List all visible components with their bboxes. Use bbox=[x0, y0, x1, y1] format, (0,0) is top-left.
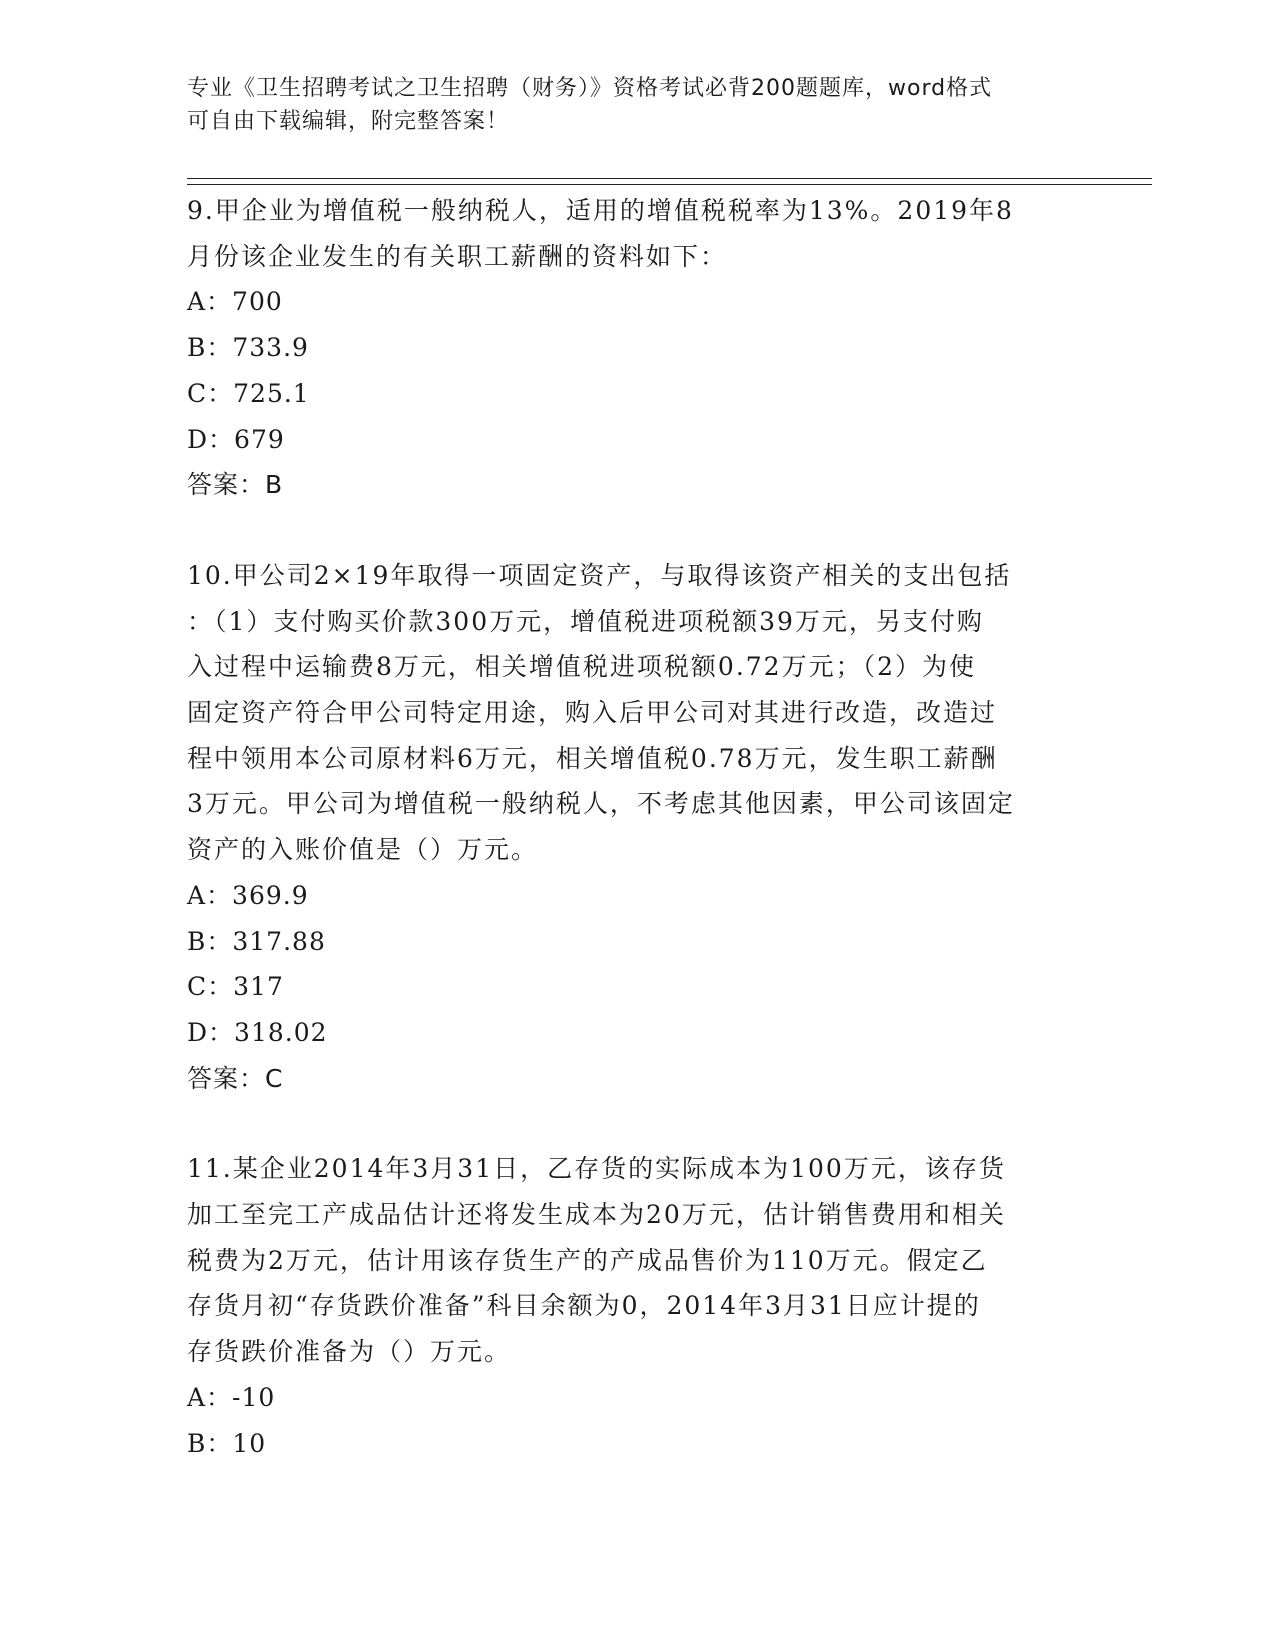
question-stem-line: 税费为2万元，估计用该存货生产的产成品售价为110万元。假定乙 bbox=[187, 1245, 988, 1275]
question-stem-line: 存货跌价准备为（）万元。 bbox=[187, 1337, 512, 1367]
option-b: B：317.88 bbox=[187, 926, 326, 956]
question-stem-line: 固定资产符合甲公司特定用途，购入后甲公司对其进行改造，改造过 bbox=[187, 698, 998, 728]
question-stem-line: 入过程中运输费8万元，相关增值税进项税额0.72万元；（2）为使 bbox=[187, 652, 976, 682]
question-list bbox=[187, 188, 1087, 1466]
question-stem-line: 9.甲企业为增值税一般纳税人，适用的增值税税率为13%。2019年8 bbox=[187, 196, 1014, 225]
header-title-line-2: 可自由下载编辑，附完整答案！ bbox=[187, 109, 510, 134]
option-a: A：-10 bbox=[187, 1382, 276, 1412]
question-stem-line: 加工至完工产成品估计还将发生成本为20万元，估计销售费用和相关 bbox=[187, 1200, 1006, 1230]
question-spacer bbox=[187, 1101, 1087, 1146]
question-stem-line: 11.某企业2014年3月31日，乙存货的实际成本为100万元，该存货 bbox=[187, 1154, 1006, 1184]
question-10 bbox=[187, 553, 1087, 1101]
option-c: C：725.1 bbox=[187, 378, 310, 408]
option-d: D：679 bbox=[187, 424, 285, 454]
answer-label: 答案：B bbox=[187, 470, 284, 500]
question-stem-line: 月份该企业发生的有关职工薪酬的资料如下： bbox=[187, 241, 728, 271]
question-stem-line: 3万元。甲公司为增值税一般纳税人，不考虑其他因素，甲公司该固定 bbox=[187, 789, 1015, 819]
question-stem-line: 程中领用本公司原材料6万元，相关增值税0.78万元，发生职工薪酬 bbox=[187, 743, 998, 773]
header-divider bbox=[187, 178, 1152, 185]
option-c: C：317 bbox=[187, 972, 284, 1002]
option-a: A：369.9 bbox=[187, 880, 309, 910]
option-d: D：318.02 bbox=[187, 1017, 328, 1047]
question-spacer bbox=[187, 508, 1087, 553]
option-b: B：733.9 bbox=[187, 333, 309, 363]
question-stem-line: 10.甲公司2×19年取得一项固定资产，与取得该资产相关的支出包括 bbox=[187, 560, 1012, 590]
answer-label: 答案：C bbox=[187, 1063, 284, 1093]
option-a: A：700 bbox=[187, 287, 283, 317]
page-header bbox=[187, 72, 1087, 138]
question-11 bbox=[187, 1146, 1087, 1466]
option-b: B：10 bbox=[187, 1428, 267, 1458]
question-stem-line: 存货月初“存货跌价准备”科目余额为0，2014年3月31日应计提的 bbox=[187, 1291, 981, 1321]
question-9 bbox=[187, 188, 1087, 508]
header-title-line-1: 专业《卫生招聘考试之卫生招聘（财务）》资格考试必背200题题库，word格式 bbox=[187, 76, 993, 101]
question-stem-line: 资产的入账价值是（）万元。 bbox=[187, 835, 539, 865]
question-stem-line: ：（1）支付购买价款300万元，增值税进项税额39万元，另支付购 bbox=[187, 606, 984, 636]
